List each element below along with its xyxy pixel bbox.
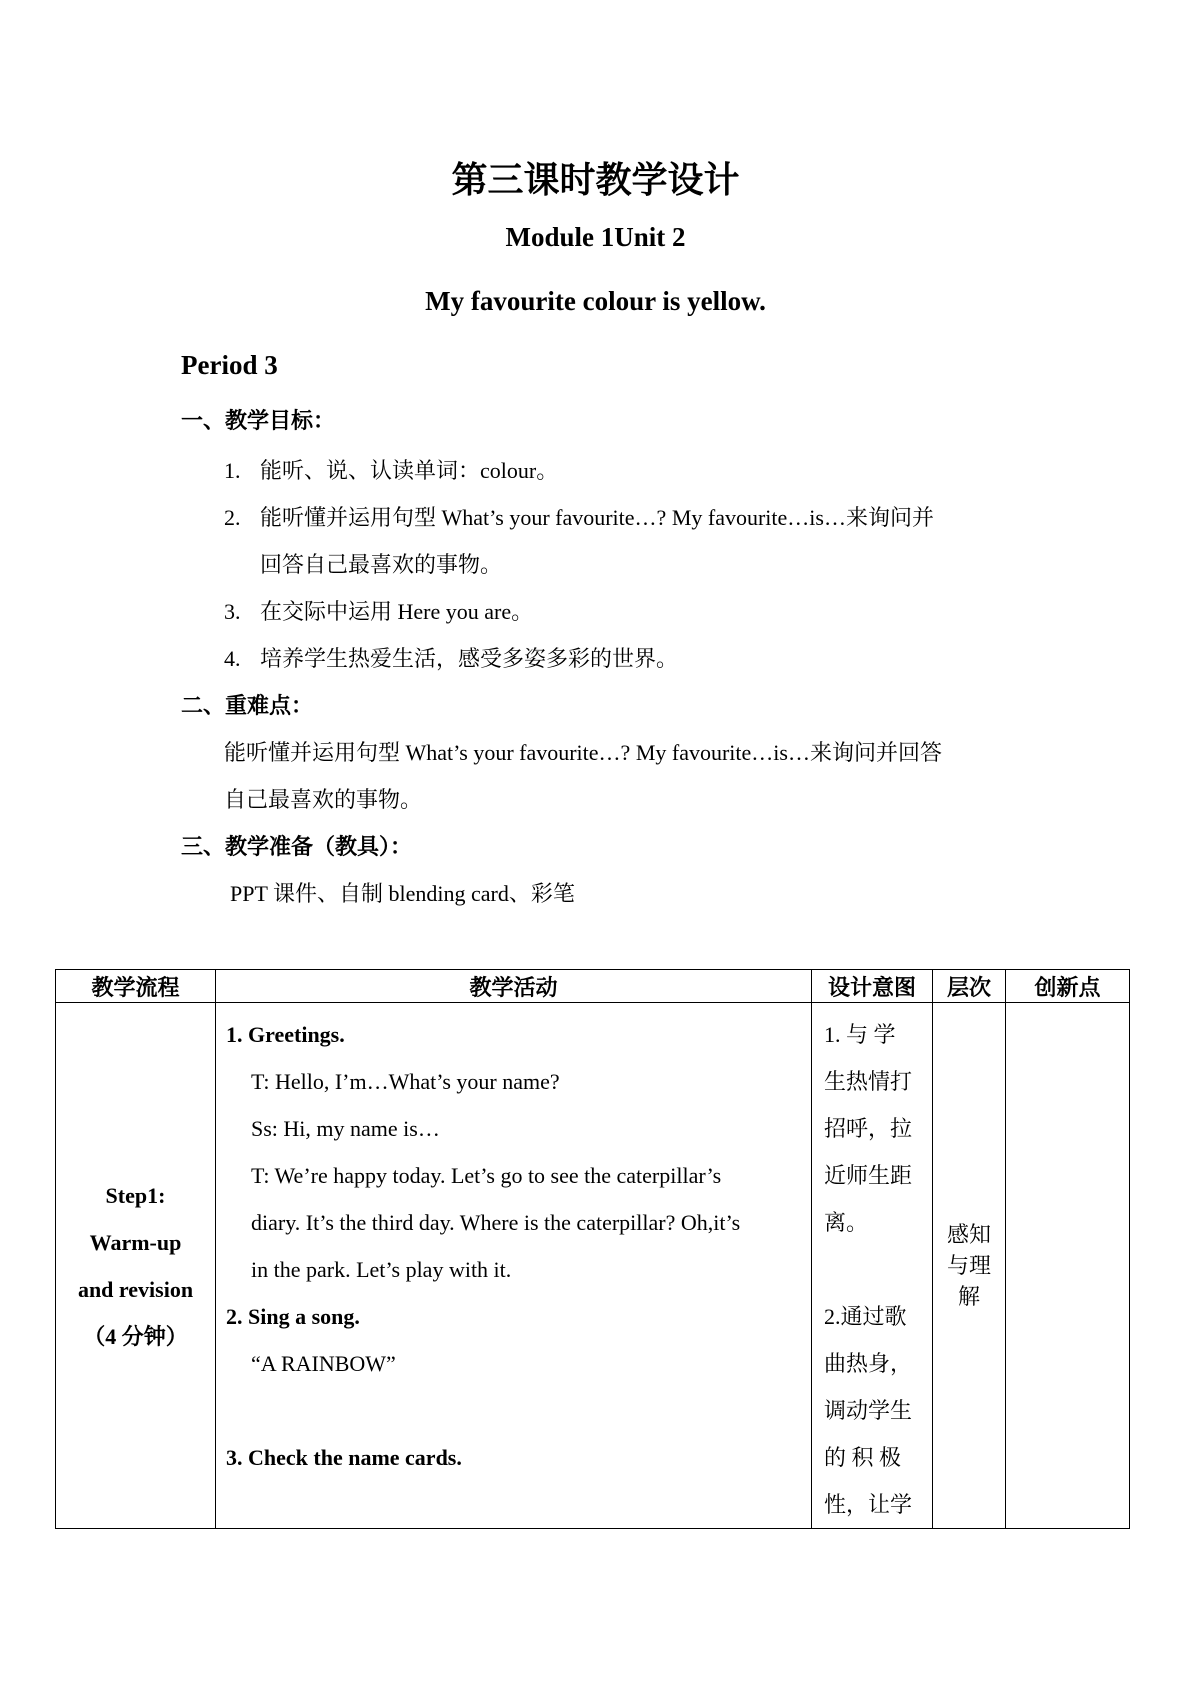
activity-spacer (226, 1481, 801, 1528)
header-activities: 教学活动 (216, 970, 812, 1003)
objective-2 (224, 501, 934, 532)
objective-2-number: 2. (224, 505, 241, 530)
step-duration: （4 分钟） (83, 1323, 188, 1349)
level-line: 感知 (946, 1222, 991, 1247)
activities-cell (216, 1003, 812, 1529)
objective-3-text: 在交际中运用 Here you are。 (260, 599, 534, 624)
step-label: Step1: (105, 1182, 166, 1208)
objective-3 (224, 595, 533, 626)
module-heading: Module 1Unit 2 (505, 222, 686, 252)
objective-2-continued: 回答自己最喜欢的事物。 (260, 552, 503, 577)
lesson-subtitle: My favourite colour is yellow. (425, 286, 766, 316)
objective-1 (224, 454, 558, 485)
objective-2-text: 能听懂并运用句型 What’s your favourite…? My favourite…is…来询问并 (260, 505, 934, 530)
level-line: 解 (957, 1284, 980, 1309)
activity-line: “A RAINBOW” (251, 1351, 396, 1376)
objective-4-text: 培养学生热爱生活，感受多姿多彩的世界。 (260, 646, 679, 671)
lesson-plan-table (55, 969, 1130, 1529)
intent-line: 的 积 极 (824, 1445, 902, 1470)
activity-heading-song: 2. Sing a song. (226, 1304, 360, 1329)
section1-heading: 一、教学目标： (181, 408, 336, 433)
activity-line: diary. It’s the third day. Where is the caterpillar? Oh,it’s (251, 1210, 741, 1235)
header-innovation: 创新点 (1006, 970, 1130, 1003)
objective-4 (224, 642, 678, 673)
intent-line: 2.通过歌 (824, 1304, 907, 1329)
activity-heading-greetings: 1. Greetings. (226, 1022, 345, 1047)
step-cell (56, 1003, 216, 1529)
page-title: 第三课时教学设计 (451, 160, 740, 200)
key-points-line-2: 自己最喜欢的事物。 (224, 787, 423, 812)
step-name-2: and revision (77, 1276, 194, 1302)
level-line: 与理 (946, 1253, 991, 1278)
intent-line: 近师生距 (824, 1163, 913, 1188)
objective-4-number: 4. (224, 646, 241, 671)
section3-heading: 三、教学准备（教具）： (181, 834, 413, 859)
intent-cell (812, 1003, 933, 1529)
intent-spacer (824, 1246, 922, 1293)
activity-heading-name-cards: 3. Check the name cards. (226, 1445, 462, 1470)
table-row (56, 1003, 1130, 1529)
intent-line: 离。 (824, 1210, 869, 1235)
section2-heading: 二、重难点： (181, 693, 314, 718)
intent-line: 曲热身， (824, 1351, 913, 1376)
activity-line: Ss: Hi, my name is… (251, 1116, 440, 1141)
objective-1-text: 能听、说、认读单词：colour。 (260, 458, 559, 483)
innovation-cell (1006, 1003, 1130, 1529)
step-name-1: Warm-up (89, 1229, 182, 1255)
objective-1-number: 1. (224, 458, 241, 483)
intent-line: 性，让学 (824, 1492, 913, 1517)
materials-text: PPT 课件、自制 blending card、彩笔 (230, 881, 575, 906)
header-level: 层次 (933, 970, 1006, 1003)
table-header-row (56, 970, 1130, 1003)
header-intent: 设计意图 (812, 970, 933, 1003)
level-cell (933, 1003, 1006, 1529)
key-points-line-1: 能听懂并运用句型 What’s your favourite…? My favourite…is…来询问并回答 (224, 740, 942, 765)
intent-line: 调动学生 (824, 1398, 913, 1423)
activity-line: in the park. Let’s play with it. (251, 1257, 512, 1282)
header-process: 教学流程 (56, 970, 216, 1003)
activity-spacer (226, 1387, 801, 1434)
intent-line: 招呼，拉 (824, 1116, 913, 1141)
intent-line: 1. 与 学 (824, 1022, 896, 1047)
period-heading: Period 3 (181, 350, 278, 380)
objective-3-number: 3. (224, 599, 241, 624)
intent-line: 生热情打 (824, 1069, 913, 1094)
activity-line: T: We’re happy today. Let’s go to see the caterpillar’s (251, 1163, 722, 1188)
activity-line: T: Hello, I’m…What’s your name? (251, 1069, 560, 1094)
